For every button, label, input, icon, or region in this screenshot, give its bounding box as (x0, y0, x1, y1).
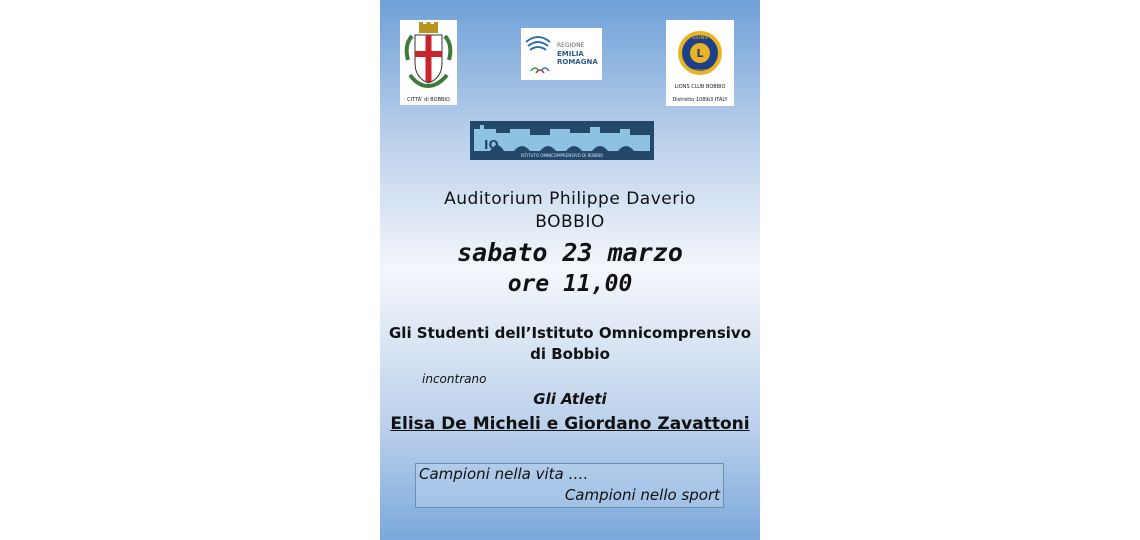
school-logo-banner (470, 121, 654, 160)
lions-emblem-sub: INTERNATIONAL (687, 68, 713, 72)
lions-emblem-text: LIONS (692, 35, 708, 41)
bridge-skyline-icon (470, 123, 654, 153)
coat-of-arms-icon (400, 20, 457, 95)
city-logo (400, 20, 457, 105)
region-line3: ROMAGNA (557, 58, 598, 66)
lions-district-caption: Distretto 108Ib3 ITALY (672, 97, 728, 103)
region-logo (521, 28, 602, 80)
school-caption: ISTITUTO OMNICOMPRENSIVO DI BOBBIO (520, 153, 604, 158)
slogan-line1: Campioni nella vita …. (419, 465, 589, 483)
region-emblem-icon (521, 28, 555, 80)
venue-town: BOBBIO (535, 212, 605, 232)
event-time: ore 11,00 (507, 271, 633, 297)
event-date: sabato 23 marzo (457, 238, 683, 267)
lions-emblem-icon (666, 20, 734, 82)
slogan-line2: Campioni nello sport (564, 486, 720, 504)
region-line2: EMILIA (557, 50, 584, 58)
lions-caption: LIONS CLUB BOBBIO (674, 84, 726, 90)
region-line1: REGIONE (557, 42, 585, 49)
students-line: Gli Studenti dell’Istituto Omnicomprensivo (388, 324, 752, 342)
venue-name: Auditorium Philippe Daverio (444, 189, 696, 209)
svg-text:IO: IO (484, 138, 499, 152)
svg-text:L: L (696, 47, 704, 60)
slogan-box (415, 463, 724, 508)
city-caption: CITTA' di BOBBIO (407, 97, 450, 103)
athletes-label: Gli Atleti (533, 390, 607, 408)
meet-label: incontrano (422, 372, 487, 386)
lions-club-logo (666, 20, 734, 106)
event-poster (380, 0, 760, 540)
school-line: di Bobbio (530, 345, 610, 363)
athletes-names: Elisa De Micheli e Giordano Zavattoni (390, 414, 750, 434)
